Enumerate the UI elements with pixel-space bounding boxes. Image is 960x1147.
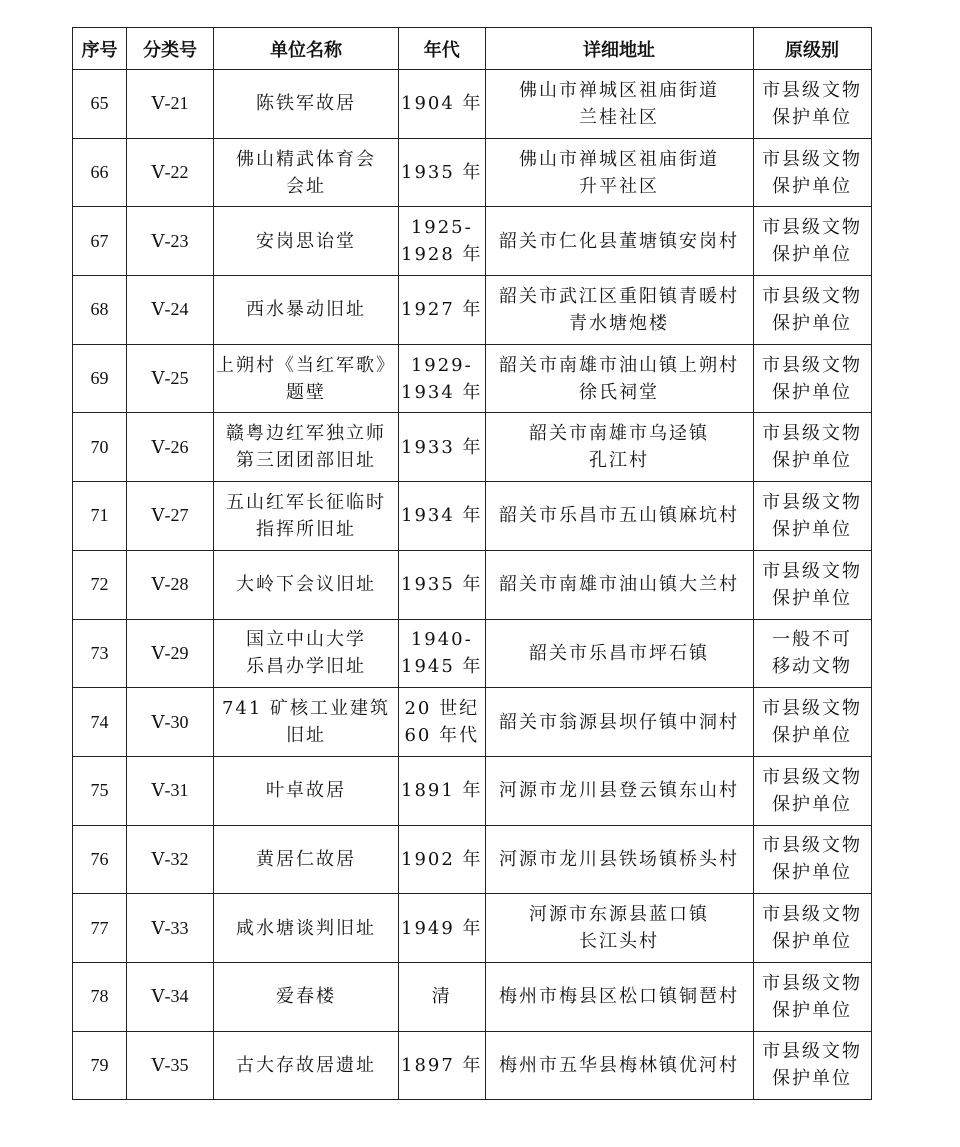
table-row: [73, 688, 872, 757]
serial-no-cell: 72: [73, 550, 127, 619]
era-cell-line: 1935 年: [401, 574, 483, 596]
original-level-cell-line: 保护单位: [772, 244, 853, 266]
header-row: [73, 28, 872, 70]
site-name-cell-line: 国立中山大学: [246, 629, 366, 651]
original-level-cell-line: 市县级文物: [762, 491, 863, 513]
original-level-cell-line: 保护单位: [772, 793, 853, 815]
serial-no-cell: 78: [73, 962, 127, 1031]
era-cell-line: 1934 年: [401, 381, 483, 403]
site-name-cell-line: 赣粤边红军独立师: [226, 423, 386, 445]
site-name-cell: [214, 482, 399, 551]
table-row: [73, 482, 872, 551]
original-level-cell: [753, 688, 871, 757]
original-level-cell-line: 市县级文物: [762, 354, 863, 376]
site-name-cell-line: 741 矿核工业建筑: [221, 698, 391, 720]
era-cell-line: 1927 年: [401, 299, 483, 321]
original-level-cell: [753, 482, 871, 551]
site-name-cell-line: 题壁: [286, 381, 326, 403]
era-cell-line: 1935 年: [401, 162, 483, 184]
site-name-cell: [214, 344, 399, 413]
original-level-cell-line: 市县级文物: [762, 148, 863, 170]
address-cell-line: 河源市龙川县登云镇东山村: [499, 780, 740, 802]
header-serial-no: 序号: [73, 28, 127, 70]
address-cell: [485, 619, 753, 688]
era-cell-line: 1945 年: [401, 656, 483, 678]
original-level-cell-line: 移动文物: [772, 656, 853, 678]
table-row: [73, 550, 872, 619]
era-cell: [399, 619, 486, 688]
original-level-cell-line: 保护单位: [772, 587, 853, 609]
category-code-cell: Ⅴ-29: [127, 619, 214, 688]
site-name-cell: [214, 550, 399, 619]
original-level-cell: [753, 619, 871, 688]
table-row: [73, 756, 872, 825]
address-cell-line: 韶关市乐昌市五山镇麻坑村: [499, 505, 740, 527]
site-name-cell-line: 黄居仁故居: [256, 848, 356, 870]
serial-no-cell: 75: [73, 756, 127, 825]
table-row: [73, 138, 872, 207]
address-cell: [485, 207, 753, 276]
era-cell: [399, 894, 486, 963]
original-level-cell-line: 保护单位: [772, 450, 853, 472]
header-category-code: 分类号: [127, 28, 214, 70]
address-cell-line: 韶关市武江区重阳镇青暖村: [499, 285, 740, 307]
serial-no-cell: 68: [73, 276, 127, 345]
original-level-cell: [753, 138, 871, 207]
category-code-cell: Ⅴ-34: [127, 962, 214, 1031]
era-cell: [399, 138, 486, 207]
address-cell: [485, 276, 753, 345]
era-cell-line: 1897 年: [401, 1054, 483, 1076]
address-cell-line: 韶关市翁源县坝仔镇中洞村: [499, 711, 740, 733]
original-level-cell-line: 一般不可: [772, 629, 853, 651]
site-name-cell: [214, 276, 399, 345]
original-level-cell-line: 市县级文物: [762, 217, 863, 239]
era-cell: [399, 550, 486, 619]
site-name-cell-line: 佛山精武体育会: [236, 148, 376, 170]
address-cell: [485, 894, 753, 963]
original-level-cell-line: 保护单位: [772, 381, 853, 403]
era-cell-line: 1928 年: [401, 244, 483, 266]
original-level-cell: [753, 276, 871, 345]
serial-no-cell: 69: [73, 344, 127, 413]
header-original-level: 原级别: [753, 28, 871, 70]
original-level-cell: [753, 962, 871, 1031]
site-name-cell: [214, 619, 399, 688]
original-level-cell-line: 保护单位: [772, 106, 853, 128]
site-name-cell-line: 指挥所旧址: [256, 518, 356, 540]
address-cell-line: 河源市东源县蓝口镇: [529, 904, 710, 926]
address-cell: [485, 138, 753, 207]
serial-no-cell: 77: [73, 894, 127, 963]
address-cell-line: 佛山市禅城区祖庙街道: [519, 79, 720, 101]
era-cell: [399, 207, 486, 276]
table-row: [73, 70, 872, 139]
serial-no-cell: 73: [73, 619, 127, 688]
address-cell-line: 韶关市南雄市乌迳镇: [529, 423, 710, 445]
address-cell-line: 青水塘炮楼: [569, 312, 670, 334]
original-level-cell: [753, 894, 871, 963]
site-name-cell-line: 古大存故居遗址: [236, 1054, 376, 1076]
address-cell-line: 佛山市禅城区祖庙街道: [519, 148, 720, 170]
category-code-cell: Ⅴ-22: [127, 138, 214, 207]
site-name-cell-line: 第三团团部旧址: [236, 450, 376, 472]
address-cell: [485, 825, 753, 894]
category-code-cell: Ⅴ-33: [127, 894, 214, 963]
address-cell: [485, 688, 753, 757]
address-cell-line: 韶关市仁化县董塘镇安岗村: [499, 230, 740, 252]
original-level-cell: [753, 413, 871, 482]
site-name-cell-line: 西水暴动旧址: [246, 299, 366, 321]
site-name-cell: [214, 70, 399, 139]
site-name-cell: [214, 413, 399, 482]
era-cell-line: 1929-: [410, 354, 473, 376]
address-cell-line: 长江头村: [579, 931, 660, 953]
original-level-cell: [753, 344, 871, 413]
site-name-cell-line: 安岗思诒堂: [256, 230, 356, 252]
era-cell: [399, 276, 486, 345]
era-cell-line: 20 世纪: [404, 698, 480, 720]
era-cell-line: 1902 年: [401, 848, 483, 870]
serial-no-cell: 65: [73, 70, 127, 139]
original-level-cell-line: 市县级文物: [762, 79, 863, 101]
site-name-cell: [214, 894, 399, 963]
era-cell-line: 1904 年: [401, 93, 483, 115]
original-level-cell: [753, 1031, 871, 1100]
address-cell: [485, 70, 753, 139]
category-code-cell: Ⅴ-25: [127, 344, 214, 413]
category-code-cell: Ⅴ-35: [127, 1031, 214, 1100]
table-row: [73, 207, 872, 276]
site-name-cell-line: 大岭下会议旧址: [236, 574, 376, 596]
address-cell-line: 梅州市梅县区松口镇铜琶村: [499, 986, 740, 1008]
address-cell-line: 韶关市南雄市油山镇大兰村: [499, 574, 740, 596]
original-level-cell: [753, 825, 871, 894]
original-level-cell-line: 保护单位: [772, 862, 853, 884]
serial-no-cell: 76: [73, 825, 127, 894]
serial-no-cell: 67: [73, 207, 127, 276]
table-row: [73, 825, 872, 894]
address-cell: [485, 413, 753, 482]
site-name-cell-line: 会址: [286, 175, 326, 197]
site-name-cell-line: 咸水塘谈判旧址: [236, 917, 376, 939]
era-cell-line: 1933 年: [401, 436, 483, 458]
era-cell: [399, 825, 486, 894]
era-cell-line: 1949 年: [401, 917, 483, 939]
era-cell-line: 清: [431, 986, 452, 1008]
table-row: [73, 1031, 872, 1100]
serial-no-cell: 79: [73, 1031, 127, 1100]
table-body: [73, 70, 872, 1100]
original-level-cell-line: 保护单位: [772, 518, 853, 540]
category-code-cell: Ⅴ-21: [127, 70, 214, 139]
original-level-cell: [753, 550, 871, 619]
original-level-cell: [753, 207, 871, 276]
header-address: 详细地址: [485, 28, 753, 70]
site-name-cell-line: 上朔村《当红军歌》: [216, 354, 396, 376]
original-level-cell-line: 保护单位: [772, 312, 853, 334]
category-code-cell: Ⅴ-24: [127, 276, 214, 345]
site-name-cell-line: 叶卓故居: [266, 780, 346, 802]
era-cell: [399, 688, 486, 757]
site-name-cell-line: 陈铁军故居: [256, 93, 356, 115]
site-name-cell: [214, 1031, 399, 1100]
address-cell-line: 韶关市乐昌市坪石镇: [529, 642, 710, 664]
category-code-cell: Ⅴ-32: [127, 825, 214, 894]
serial-no-cell: 66: [73, 138, 127, 207]
original-level-cell-line: 保护单位: [772, 931, 853, 953]
heritage-sites-table: [72, 27, 872, 1100]
category-code-cell: Ⅴ-30: [127, 688, 214, 757]
header-era: 年代: [399, 28, 486, 70]
address-cell: [485, 344, 753, 413]
original-level-cell-line: 市县级文物: [762, 904, 863, 926]
site-name-cell: [214, 207, 399, 276]
original-level-cell-line: 保护单位: [772, 1068, 853, 1090]
site-name-cell-line: 乐昌办学旧址: [246, 656, 366, 678]
original-level-cell-line: 市县级文物: [762, 560, 863, 582]
original-level-cell-line: 保护单位: [772, 175, 853, 197]
address-cell: [485, 756, 753, 825]
site-name-cell: [214, 756, 399, 825]
category-code-cell: Ⅴ-26: [127, 413, 214, 482]
table-row: [73, 894, 872, 963]
table-row: [73, 344, 872, 413]
address-cell: [485, 1031, 753, 1100]
address-cell-line: 梅州市五华县梅林镇优河村: [499, 1054, 740, 1076]
original-level-cell-line: 市县级文物: [762, 698, 863, 720]
original-level-cell-line: 保护单位: [772, 999, 853, 1021]
table-row: [73, 962, 872, 1031]
era-cell-line: 1925-: [410, 217, 473, 239]
serial-no-cell: 74: [73, 688, 127, 757]
era-cell: [399, 413, 486, 482]
header-site-name: 单位名称: [214, 28, 399, 70]
site-name-cell: [214, 688, 399, 757]
era-cell: [399, 70, 486, 139]
site-name-cell: [214, 962, 399, 1031]
table-row: [73, 619, 872, 688]
address-cell-line: 河源市龙川县铁场镇桥头村: [499, 848, 740, 870]
original-level-cell-line: 市县级文物: [762, 972, 863, 994]
address-cell-line: 升平社区: [579, 175, 660, 197]
era-cell: [399, 482, 486, 551]
original-level-cell: [753, 70, 871, 139]
address-cell-line: 兰桂社区: [579, 106, 660, 128]
site-name-cell-line: 五山红军长征临时: [226, 491, 386, 513]
original-level-cell: [753, 756, 871, 825]
era-cell: [399, 962, 486, 1031]
serial-no-cell: 70: [73, 413, 127, 482]
era-cell-line: 60 年代: [404, 725, 480, 747]
address-cell: [485, 550, 753, 619]
site-name-cell-line: 爱春楼: [276, 986, 336, 1008]
era-cell: [399, 756, 486, 825]
era-cell-line: 1891 年: [401, 780, 483, 802]
address-cell-line: 孔江村: [589, 450, 650, 472]
original-level-cell-line: 市县级文物: [762, 835, 863, 857]
table-row: [73, 413, 872, 482]
table-row: [73, 276, 872, 345]
original-level-cell-line: 市县级文物: [762, 423, 863, 445]
category-code-cell: Ⅴ-31: [127, 756, 214, 825]
era-cell-line: 1940-: [410, 629, 473, 651]
serial-no-cell: 71: [73, 482, 127, 551]
address-cell-line: 韶关市南雄市油山镇上朔村: [499, 354, 740, 376]
original-level-cell-line: 市县级文物: [762, 285, 863, 307]
category-code-cell: Ⅴ-23: [127, 207, 214, 276]
era-cell-line: 1934 年: [401, 505, 483, 527]
site-name-cell: [214, 825, 399, 894]
era-cell: [399, 1031, 486, 1100]
category-code-cell: Ⅴ-27: [127, 482, 214, 551]
original-level-cell-line: 市县级文物: [762, 766, 863, 788]
address-cell: [485, 962, 753, 1031]
address-cell-line: 徐氏祠堂: [579, 381, 660, 403]
category-code-cell: Ⅴ-28: [127, 550, 214, 619]
address-cell: [485, 482, 753, 551]
era-cell: [399, 344, 486, 413]
site-name-cell-line: 旧址: [286, 725, 326, 747]
original-level-cell-line: 市县级文物: [762, 1041, 863, 1063]
original-level-cell-line: 保护单位: [772, 725, 853, 747]
site-name-cell: [214, 138, 399, 207]
